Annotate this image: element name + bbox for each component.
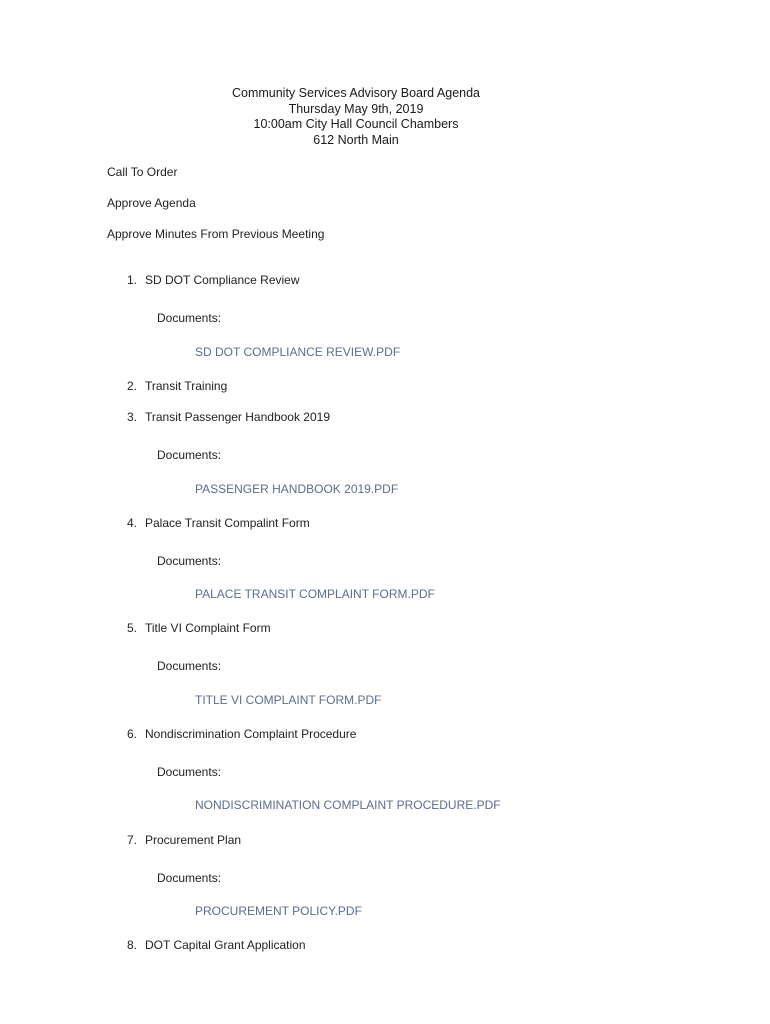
agenda-header (0, 86, 712, 148)
item-title: DOT Capital Grant Application (145, 938, 306, 952)
document-link[interactable]: SD DOT COMPLIANCE REVIEW.PDF (195, 345, 401, 359)
item-title: Title VI Complaint Form (145, 621, 271, 635)
item-number: 3. (126, 410, 137, 424)
document-link[interactable]: NONDISCRIMINATION COMPLAINT PROCEDURE.PDF (195, 798, 501, 812)
item-title: Procurement Plan (145, 833, 242, 847)
meeting-date: Thursday May 9th, 2019 (288, 101, 424, 116)
item-title: Palace Transit Compalint Form (145, 516, 310, 530)
documents-label: Documents: (157, 554, 222, 568)
item-number: 8. (126, 938, 137, 952)
item-title: Transit Passenger Handbook 2019 (145, 410, 331, 424)
document-link[interactable]: PALACE TRANSIT COMPLAINT FORM.PDF (195, 587, 435, 601)
item-number: 6. (126, 727, 137, 741)
documents-label: Documents: (157, 765, 222, 779)
item-number: 5. (126, 621, 137, 635)
documents-label: Documents: (157, 659, 222, 673)
document-link[interactable]: TITLE VI COMPLAINT FORM.PDF (195, 693, 382, 707)
item-number: 7. (126, 833, 137, 847)
document-link[interactable]: PASSENGER HANDBOOK 2019.PDF (195, 482, 399, 496)
item-number: 2. (126, 379, 137, 393)
approve-agenda: Approve Agenda (107, 196, 196, 210)
documents-label: Documents: (157, 448, 222, 462)
approve-minutes: Approve Minutes From Previous Meeting (107, 227, 325, 241)
meeting-address: 612 North Main (313, 132, 399, 147)
item-title: SD DOT Compliance Review (145, 273, 300, 287)
documents-label: Documents: (157, 871, 222, 885)
item-number: 1. (126, 273, 137, 287)
call-to-order: Call To Order (107, 165, 178, 179)
item-title: Transit Training (145, 379, 228, 393)
item-title: Nondiscrimination Complaint Procedure (145, 727, 357, 741)
documents-label: Documents: (157, 311, 222, 325)
document-link[interactable]: PROCUREMENT POLICY.PDF (195, 904, 362, 918)
meeting-time-location: 10:00am City Hall Council Chambers (253, 117, 459, 131)
item-number: 4. (126, 516, 137, 530)
agenda-title: Community Services Advisory Board Agenda (231, 86, 481, 100)
